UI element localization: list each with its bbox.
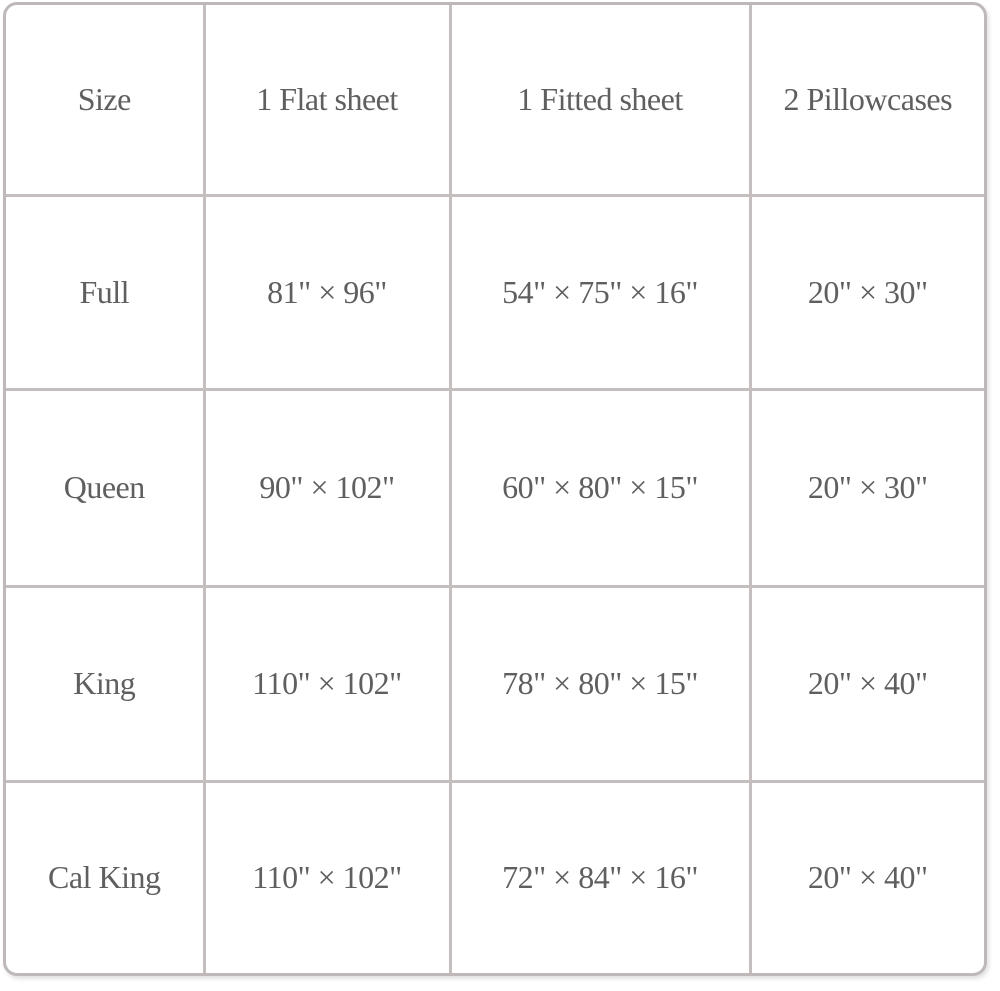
pillowcases-cell: 20" × 30" [750, 195, 984, 389]
header-cell-size: Size [6, 5, 204, 195]
table-row [6, 389, 984, 586]
header-cell-fitted-sheet: 1 Fitted sheet [450, 5, 750, 195]
flat-sheet-cell: 110" × 102" [204, 586, 450, 781]
flat-sheet-cell: 81" × 96" [204, 195, 450, 389]
pillowcases-cell: 20" × 40" [750, 781, 984, 973]
size-cell: King [6, 586, 204, 781]
fitted-sheet-cell: 78" × 80" × 15" [450, 586, 750, 781]
fitted-sheet-cell: 54" × 75" × 16" [450, 195, 750, 389]
pillowcases-cell: 20" × 40" [750, 586, 984, 781]
table-row [6, 586, 984, 781]
table-row [6, 781, 984, 973]
header-cell-flat-sheet: 1 Flat sheet [204, 5, 450, 195]
fitted-sheet-cell: 60" × 80" × 15" [450, 389, 750, 586]
size-chart-table-frame [3, 2, 987, 976]
table-row [6, 195, 984, 389]
size-cell: Full [6, 195, 204, 389]
header-cell-pillowcases: 2 Pillowcases [750, 5, 984, 195]
size-cell: Cal King [6, 781, 204, 973]
fitted-sheet-cell: 72" × 84" × 16" [450, 781, 750, 973]
flat-sheet-cell: 110" × 102" [204, 781, 450, 973]
flat-sheet-cell: 90" × 102" [204, 389, 450, 586]
table-header-row [6, 5, 984, 195]
size-cell: Queen [6, 389, 204, 586]
pillowcases-cell: 20" × 30" [750, 389, 984, 586]
size-chart-table [6, 5, 984, 973]
